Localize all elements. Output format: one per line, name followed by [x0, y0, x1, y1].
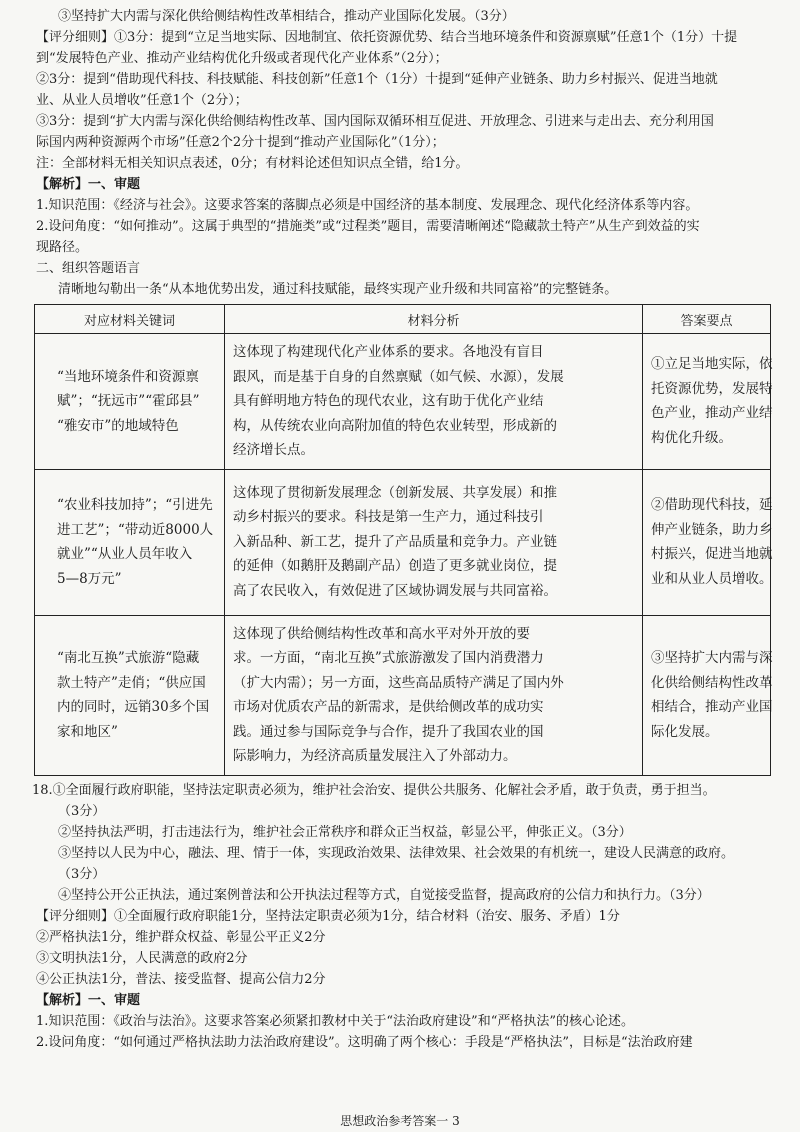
material-analysis-table — [34, 304, 771, 776]
grading-line: 业、从业人员增收”任意1个（2分）； — [36, 93, 248, 108]
grading-criteria-18 — [36, 906, 770, 990]
keywords-cell: “农业科技加持”；“引进先 进工艺”；“带动近8000人 就业”“从业人员年收入 5—8万元” — [35, 469, 225, 615]
analysis-cell: 这体现了构建现代化产业体系的要求。各地没有盲目 跟风，而是基于自身的自然禀赋（如气候、水源），发展 具有鲜明地方特色的现代农业，这有助于优化产业结 构，从传统农业向高附加值的特色农业转型，形成新的 经济增长点。 — [225, 334, 643, 470]
analysis-cell: 这体现了供给侧结构性改革和高水平对外开放的要 求。一方面，“南北互换”式旅游激发了国内消费潜力 （扩大内需）；另一方面，这些高品质特产满足了国内外 市场对优质农产品的新需求，是供给侧改革的成功实 践。通过参与国际竞争与合作，提升了我国农业的国 际影响力，为经济高质量发展注入了外部动力。 — [225, 615, 643, 775]
keywords-cell: “当地环境条件和资源禀 赋”；“抚远市”“霍邱县” “雅安市”的地域特色 — [35, 334, 225, 470]
grading-note: 注：全部材料无相关知识点表述，0分；有材料论述但知识点全错，给1分。 — [36, 156, 469, 171]
grading-line: ③文明执法1分，人民满意的政府2分 — [36, 950, 248, 966]
column-header-analysis: 材料分析 — [225, 305, 643, 334]
analysis-17 — [36, 174, 770, 300]
analysis-line: 2.设问角度：“如何推动”。这属于典型的“措施类”或“过程类”题目，需要清晰阐述“隐藏款土特产”从生产到效益的实 — [36, 219, 700, 234]
points-cell: ①立足当地实际，依 托资源优势，发展特 色产业，推动产业结 构优化升级。 — [643, 334, 771, 470]
analysis-line: 2.设问角度：“如何通过严格执法助力法治政府建设”。这明确了两个核心：手段是“严格执法”，目标是“法治政府建 — [36, 1034, 693, 1050]
analysis-heading: 【解析】一、审题 — [36, 177, 141, 192]
analysis-18 — [36, 990, 770, 1053]
analysis-heading: 【解析】一、审题 — [36, 992, 141, 1008]
answer-point-3: ③坚持扩大内需与深化供给侧结构性改革相结合，推动产业国际化发展。（3分） — [58, 9, 515, 24]
grading-line: ④公正执法1分，普法、接受监督、提高公信力2分 — [36, 971, 326, 987]
answer-line: 18.①全面履行政府职能，坚持法定职责必须为，维护社会治安、提供公共服务、化解社会矛盾，敢于负责，勇于担当。 — [32, 782, 716, 798]
column-header-points: 答案要点 — [643, 305, 771, 334]
answer-line: （3分） — [58, 803, 106, 819]
grading-line: 【评分细则】①3分：提到“立足当地实际、因地制宜、依托资源优势、结合当地环境条件和资源禀赋”任意1个（1分）十提 — [36, 30, 738, 45]
section-heading: 二、组织答题语言 — [36, 261, 141, 276]
points-cell: ③坚持扩大内需与深 化供给侧结构性改革 相结合，推动产业国 际化发展。 — [643, 615, 771, 775]
question-18-answer — [32, 780, 770, 906]
points-cell: ②借助现代科技，延 伸产业链条，助力乡 村振兴，促进当地就 业和从业人员增收。 — [643, 469, 771, 615]
page-footer: 思想政治参考答案一 3 — [340, 1114, 460, 1128]
table-row — [35, 469, 771, 615]
analysis-line: 1.知识范围：《政治与法治》。这要求答案必须紧扣教材中关于“法治政府建设”和“严格执法”的核心论述。 — [36, 1013, 634, 1029]
table-row — [35, 334, 771, 470]
grading-line: ③3分：提到“扩大内需与深化供给侧结构性改革、国内国际双循环相互促进、开放理念、引进来与走出去、充分利用国 — [36, 114, 714, 129]
analysis-line: 1.知识范围：《经济与社会》。这要求答案的落脚点必须是中国经济的基本制度、发展理念、现代化经济体系等内容。 — [36, 198, 699, 213]
answer-line: （3分） — [58, 866, 106, 882]
grading-line: 【评分细则】①全面履行政府职能1分，坚持法定职责必须为1分，结合材料（治安、服务、矛盾）1分 — [36, 908, 620, 924]
grading-line: ②3分：提到“借助现代科技、科技赋能、科技创新”任意1个（1分）十提到“延伸产业链条、助力乡村振兴、促进当地就 — [36, 72, 718, 87]
table-row — [35, 615, 771, 775]
analysis-cell: 这体现了贯彻新发展理念（创新发展、共享发展）和推 动乡村振兴的要求。科技是第一生产力，通过科技引 入新品种、新工艺，提升了产品质量和竞争力。产业链 的延伸（如鹅肝及鹅副产品）创造了更多就业岗位，提 高了农民收入，有效促进了区域协调发展与共同富裕。 — [225, 469, 643, 615]
grading-criteria-17 — [36, 27, 770, 174]
table-header-row — [35, 305, 771, 334]
grading-line: ②严格执法1分，维护群众权益、彰显公平正义2分 — [36, 929, 326, 945]
answer-line: ③坚持以人民为中心，融法、理、情于一体，实现政治效果、法律效果、社会效果的有机统一，建设人民满意的政府。 — [58, 845, 735, 861]
column-header-keywords: 对应材料关键词 — [35, 305, 225, 334]
keywords-cell: “南北互换”式旅游“隐藏 款土特产”走俏；“供应国 内的同时，远销30多个国 家和地区” — [35, 615, 225, 775]
answer-line: ④坚持公开公正执法，通过案例普法和公开执法过程等方式，自觉接受监督，提高政府的公信力和执行力。（3分） — [58, 887, 710, 903]
answer-line: ②坚持执法严明，打击违法行为，维护社会正常秩序和群众正当权益，彰显公平，伸张正义。（3分） — [58, 824, 632, 840]
grading-line: 到“发展特色产业、推动产业结构优化升级或者现代化产业体系”（2分）； — [36, 51, 448, 66]
analysis-line: 现路径。 — [36, 240, 89, 255]
section-intro: 清晰地勾勒出一条“从本地优势出发，通过科技赋能，最终实现产业升级和共同富裕”的完整链条。 — [58, 282, 618, 297]
grading-line: 际国内两种资源两个市场”任意2个2分十提到“推动产业国际化”（1分）； — [36, 135, 445, 150]
